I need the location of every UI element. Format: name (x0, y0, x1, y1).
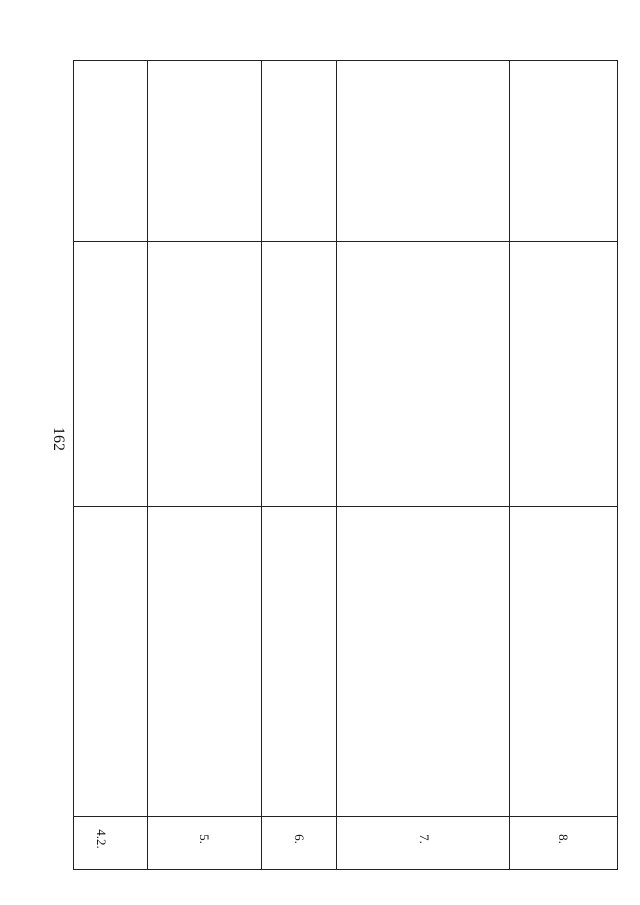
row-number: 4.2. (94, 829, 109, 849)
column-divider-middle (74, 506, 617, 507)
row-divider-1 (147, 61, 148, 869)
row-number: 8. (556, 834, 571, 844)
question-cell (340, 509, 506, 809)
question-cell (513, 509, 615, 809)
row-number: 7. (417, 834, 432, 844)
question-cell (151, 509, 258, 809)
row-divider-4 (509, 61, 510, 869)
question-cell (265, 509, 333, 809)
basis-cell (151, 246, 258, 502)
row-divider-3 (336, 61, 337, 869)
page-number: 162 (50, 427, 67, 451)
requirements-table (73, 60, 618, 870)
row-number: 6. (292, 834, 307, 844)
column-divider-top (74, 241, 617, 242)
basis-cell (78, 246, 144, 502)
basis-cell (513, 246, 615, 502)
basis-cell (340, 246, 506, 502)
row-number: 5. (197, 834, 212, 844)
question-cell (78, 509, 144, 809)
row-divider-2 (261, 61, 262, 869)
basis-cell (265, 246, 333, 502)
column-divider-bottom (74, 816, 617, 817)
